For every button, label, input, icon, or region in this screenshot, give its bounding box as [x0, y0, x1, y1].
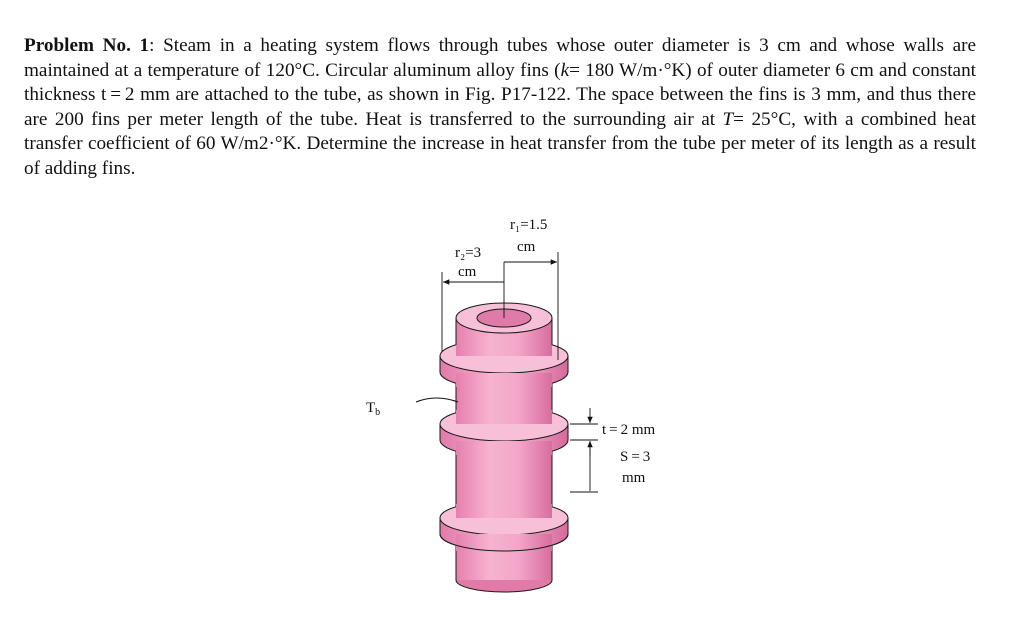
problem-text-segment: = 180 W/m·°K) of outer diameter 6 cm and constant thickness t = 2 mm are attached to the tube, as shown in Fig. P17-122. The space between the fins is 3 mm, and thus there are 200 fins per meter length of the tube. Heat is transferred to the surrounding air at	[24, 59, 976, 130]
problem-heading-colon: :	[149, 35, 155, 56]
problem-text-segment: T	[722, 108, 734, 130]
tb-label: $T_b$	[366, 400, 381, 418]
r2-label: r₂=3	[455, 245, 482, 261]
t-label: t = 2 mm	[602, 422, 656, 438]
problem-heading: Problem No. 1	[24, 35, 150, 56]
r2-unit: cm	[458, 264, 477, 280]
r1-label: r₁=1.5	[510, 217, 548, 233]
s-label: S = 3	[620, 449, 651, 465]
problem-text-segment: Steam in a heating system flows through tubes whose outer diameter is 3 cm and whose walls are maintained at a temperature of 120°C. Circular aluminum alloy fins (	[24, 35, 976, 81]
problem-text-segment: = 25°C, with a combined heat transfer coefficient of 60 W/m2·°K. Determine the increase in heat transfer from the tube per meter of its length as a result of adding fins.	[24, 108, 976, 179]
r1-unit: cm	[517, 239, 536, 255]
problem-text-segment: k	[560, 59, 570, 81]
tb-pointer	[416, 398, 458, 402]
s-unit: mm	[622, 470, 646, 486]
